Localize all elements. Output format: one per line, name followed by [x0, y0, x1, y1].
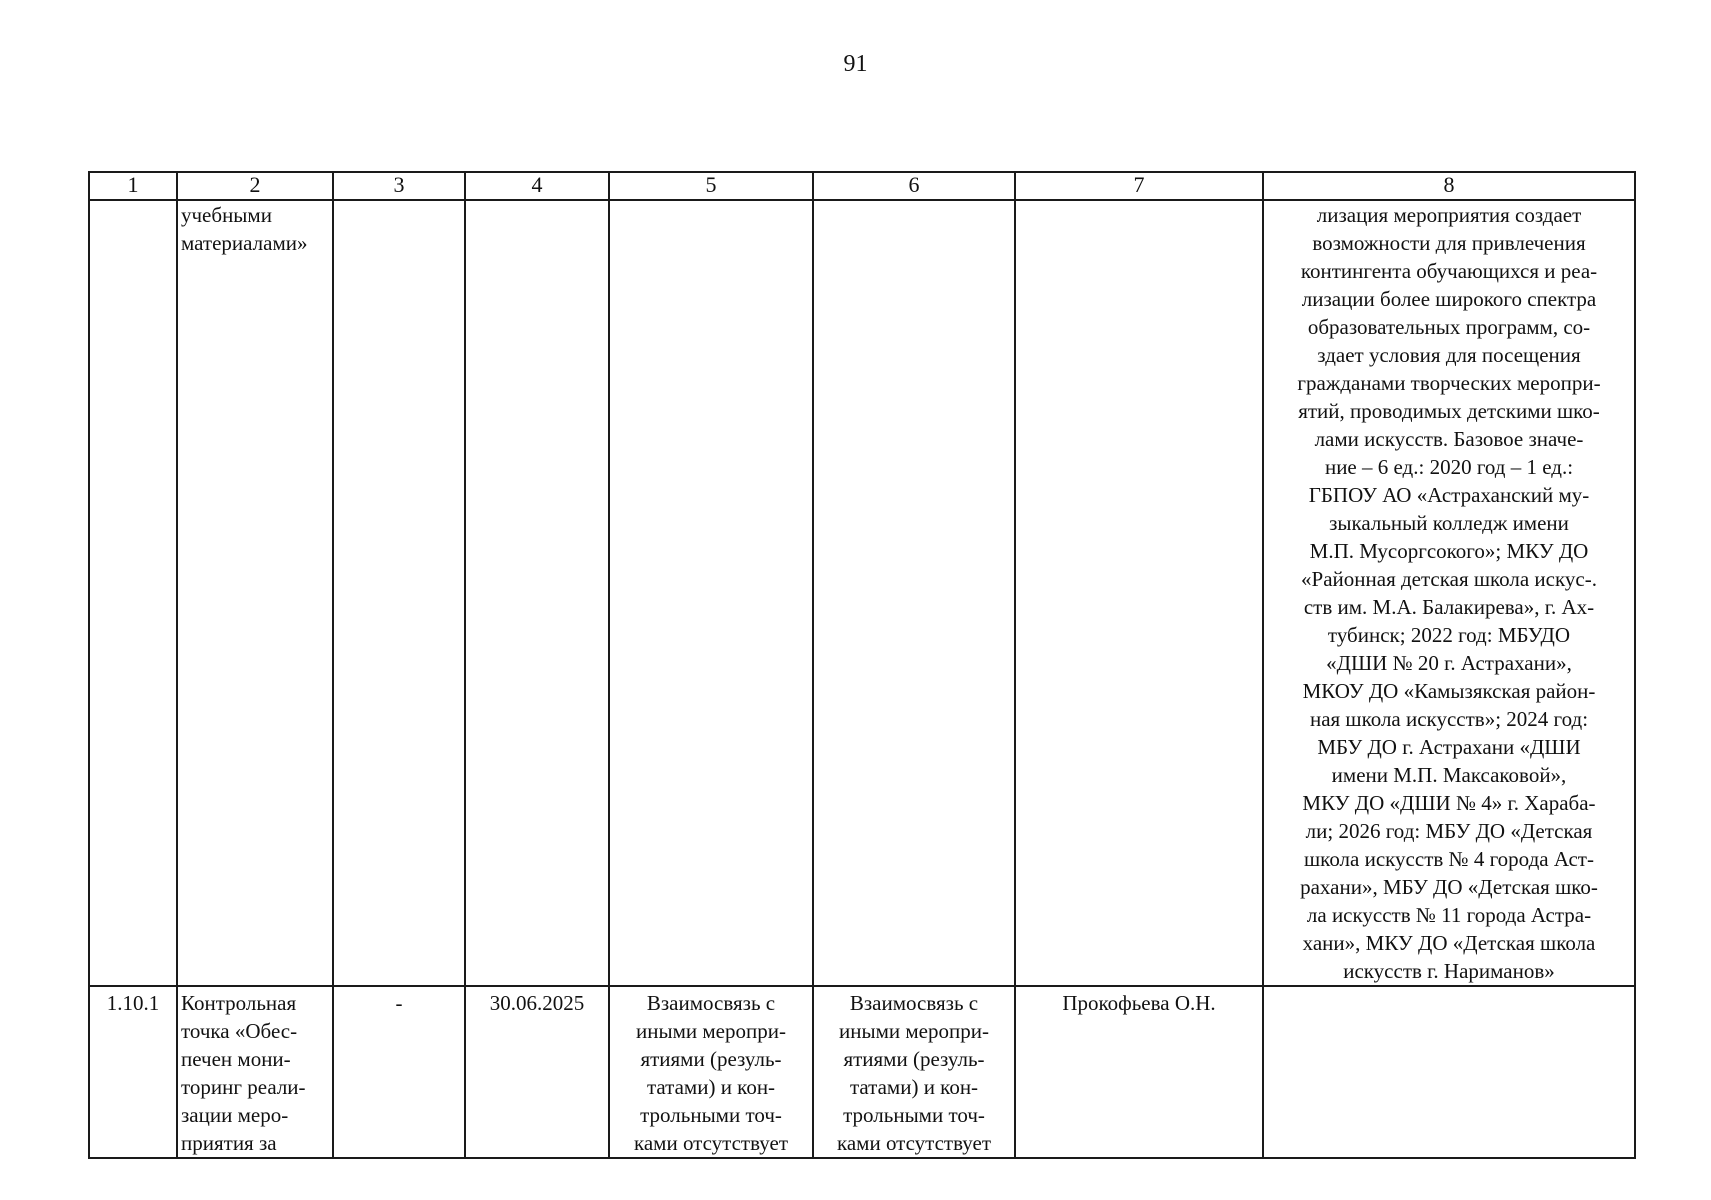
cell-successors [813, 200, 1015, 986]
cell-predecessors [609, 200, 813, 986]
cell-end-date [465, 200, 609, 986]
cell-start-date [333, 986, 465, 1158]
header-cell-1: 1 [89, 172, 177, 200]
cell-predecessors-text: Взаимосвязь с иными меропри- ятиями (резуль- татами) и кон- трольными точ- ками отсутствует [633, 991, 789, 1155]
cell-name [177, 986, 333, 1158]
cell-number [89, 986, 177, 1158]
header-cell-7: 7 [1015, 172, 1263, 200]
header-cell-5: 5 [609, 172, 813, 200]
cell-start-date-text: - [395, 991, 403, 1015]
cell-description [1263, 986, 1635, 1158]
cell-start-date [333, 200, 465, 986]
cell-responsible [1015, 200, 1263, 986]
page-number: 91 [843, 51, 868, 77]
header-cell-4: 4 [465, 172, 609, 200]
cell-number-text: 1.10.1 [106, 991, 160, 1015]
cell-responsible-text: Прокофьева О.Н. [1062, 991, 1216, 1015]
cell-description-text: лизация мероприятия создает возможности для привлечения контингента обучающихся и реа- лизации более широкого спектра образовательных программ, со- здает условия для посещения гражданами творческих меропри- ятий, проводимых детскими шко- лами искусств. Базовое значе- ние – 6 ед.: 2020 год – 1 ед.: ГБПОУ АО «Астраханский му- зыкальный колледж имени М.П. Мусоргсокого»; МКУ ДО «Районная детская школа искус-. ств им. М.А. Балакирева», г. Ах- тубинск; 2022 год: МБУДО «ДШИ № 20 г. Астрахани», МКОУ ДО «Камызякская район- ная школа искусств»; 2024 год: МБУ ДО г. Астрахани «ДШИ имени М.П. Максаковой», МКУ ДО «ДШИ № 4» г. Хараба- ли; 2026 год: МБУ ДО «Детская школа искусств № 4 города Аст- рахани», МБУ ДО «Детская шко- ла искусств № 11 города Астра- хани», МКУ ДО «Детская школа искусств г. Нариманов» [1297, 203, 1601, 983]
cell-description [1263, 200, 1635, 986]
header-cell-3: 3 [333, 172, 465, 200]
cell-name-text: учебными материалами» [181, 203, 308, 255]
cell-name-text: Контрольная точка «Обес- печен мони- торинг реали- зации меро- приятия за [181, 991, 306, 1155]
table-row [89, 200, 1635, 986]
cell-name [177, 200, 333, 986]
cell-end-date [465, 986, 609, 1158]
header-cell-2: 2 [177, 172, 333, 200]
header-row [89, 172, 1635, 200]
cell-successors-text: Взаимосвязь с иными меропри- ятиями (резуль- татами) и кон- трольными точ- ками отсутствует [836, 991, 992, 1155]
header-cell-8: 8 [1263, 172, 1635, 200]
cell-number [89, 200, 177, 986]
table-row [89, 986, 1635, 1158]
cell-end-date-text: 30.06.2025 [489, 991, 585, 1015]
cell-successors [813, 986, 1015, 1158]
cell-predecessors [609, 986, 813, 1158]
document-table [88, 171, 1636, 1159]
header-cell-6: 6 [813, 172, 1015, 200]
cell-responsible [1015, 986, 1263, 1158]
